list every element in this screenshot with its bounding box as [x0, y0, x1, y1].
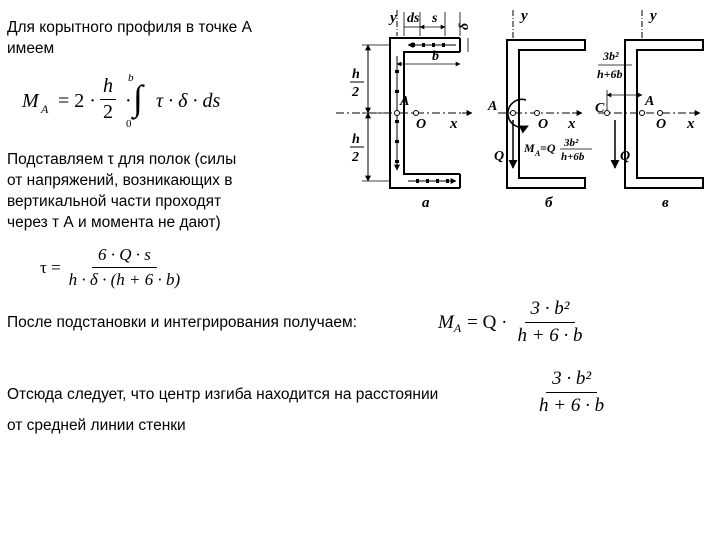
- b-MA-label: M: [524, 141, 535, 155]
- formula1-lhs-sub: A: [41, 102, 49, 116]
- formula2-num: 6 · Q · s: [92, 245, 157, 268]
- a-h-bot: h: [352, 132, 360, 147]
- b-A-label: A: [488, 99, 498, 114]
- a-h-bot-den: 2: [352, 150, 359, 165]
- after-substitution-text: После подстановки и интегрирования получаем:: [7, 314, 357, 331]
- tau-line-1: Подставляем τ для полок (силы: [7, 151, 237, 168]
- a-b-label: b: [432, 49, 439, 64]
- formula1-eq: = 2 ·: [58, 90, 96, 112]
- formula2-lhs: τ =: [40, 257, 61, 277]
- formula2-den: h · δ · (h + 6 · b): [68, 270, 181, 289]
- intro-line-2: имеем: [7, 40, 55, 57]
- b-y-label: y: [521, 8, 528, 24]
- conclusion-text: Отсюда следует, что центр изгиба находится на расстоянии: [7, 386, 439, 403]
- b-caption: б: [545, 195, 553, 211]
- c-x-label: x: [687, 116, 695, 132]
- formula3-num: 3 · b²: [525, 298, 576, 323]
- b-x-label: x: [568, 116, 576, 132]
- c-C-label: C: [595, 101, 605, 116]
- a-O-label: O: [416, 117, 427, 132]
- a-y-label: y: [390, 10, 397, 26]
- formula4-den: h + 6 · b: [539, 395, 605, 416]
- conclusion-text-2: от средней линии стенки: [7, 417, 186, 434]
- diagram-a: [336, 10, 472, 211]
- formula3-lhs: M: [438, 311, 454, 333]
- a-h-top: h: [352, 67, 360, 82]
- c-caption: в: [662, 195, 669, 211]
- tau-line-2: от напряжений, возникающих в: [7, 172, 233, 189]
- a-caption: а: [422, 195, 430, 211]
- b-O-label: O: [538, 117, 549, 132]
- formula1-frac-num: h: [100, 75, 116, 100]
- a-ds-label: ds: [407, 11, 420, 26]
- c-den: h+6b: [597, 67, 623, 81]
- integral-sign: ∫: [133, 78, 143, 118]
- formula1-integrand: τ · δ · ds: [156, 90, 221, 112]
- formula1-int-lower: 0: [126, 118, 132, 130]
- formula1-int-upper: b: [128, 72, 134, 84]
- a-s-label: s: [432, 11, 438, 26]
- formula3-eq: = Q ·: [467, 311, 508, 333]
- b-MA-num: 3b²: [564, 137, 579, 149]
- a-x-label: x: [450, 116, 458, 132]
- c-num: 3b²: [603, 49, 619, 63]
- b-MA-sub: A: [535, 149, 541, 158]
- formula1-lhs: M: [22, 90, 39, 112]
- a-delta-label: δ: [457, 22, 472, 30]
- c-A-label: A: [645, 94, 655, 109]
- a-A-label: A: [400, 94, 410, 109]
- c-O-label: O: [656, 117, 667, 132]
- c-Q-label: Q: [620, 149, 631, 164]
- a-h-top-den: 2: [352, 85, 359, 100]
- formula4-num: 3 · b²: [546, 368, 597, 393]
- intro-line-1: Для корытного профиля в точке А: [7, 19, 252, 36]
- formula3-den: h + 6 · b: [517, 325, 583, 346]
- tau-line-4: через т А и момента не дают): [7, 214, 221, 231]
- diagram-b: [487, 8, 592, 211]
- formula1-frac-den: 2: [103, 101, 113, 123]
- b-MA-eq: =Q: [540, 141, 556, 155]
- tau-line-3: вертикальной части проходят: [7, 193, 222, 210]
- b-MA-den: h+6b: [561, 151, 585, 163]
- b-Q-label: Q: [494, 149, 505, 164]
- formula3-lhs-sub: A: [453, 321, 462, 335]
- c-y-label: y: [650, 8, 657, 24]
- diagram-c: [595, 8, 703, 211]
